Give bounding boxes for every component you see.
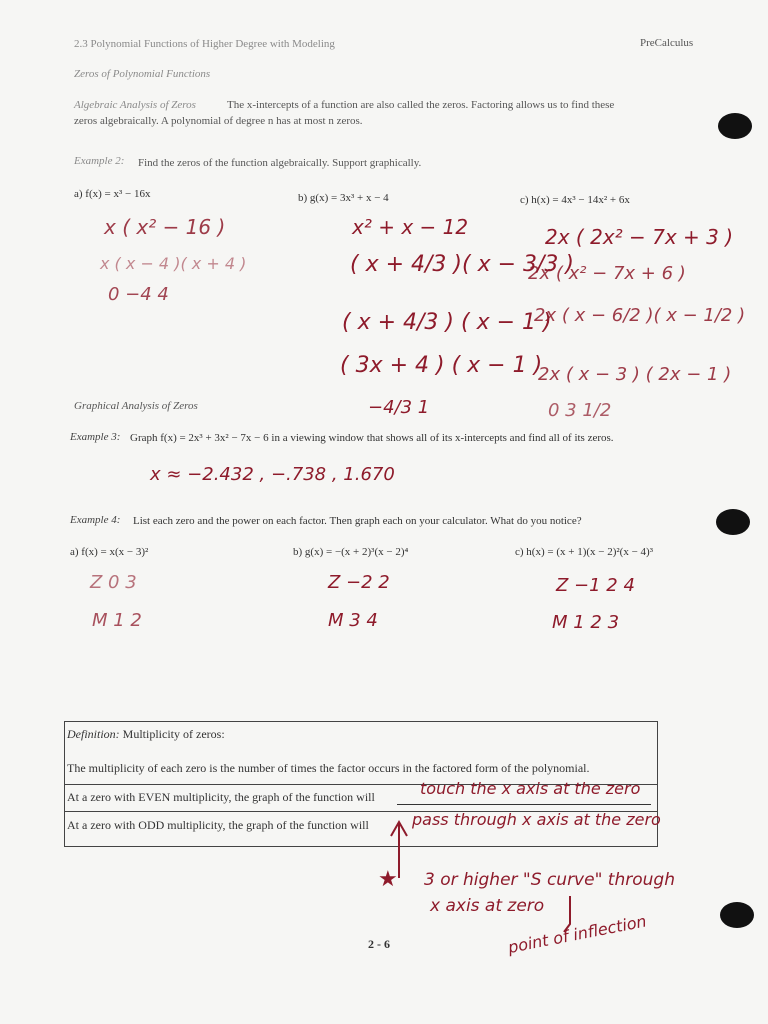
- definition-heading: [67, 727, 225, 742]
- handwritten-c-zeros: 0 3 1/2: [548, 400, 612, 421]
- definition-title: Multiplicity of zeros:: [122, 727, 225, 741]
- example2-c: c) h(x) = 4x³ − 14x² + 6x: [520, 194, 630, 206]
- handwritten-odd-answer: pass through x axis at the zero: [412, 810, 661, 829]
- example3-text: Graph f(x) = 2x³ + 3x² − 7x − 6 in a viewing window that shows all of its x-intercepts and find all of its zeros.: [130, 432, 614, 444]
- handwritten-b-step3: ( x + 4/3 ) ( x − 1 ): [342, 310, 552, 335]
- example2-label: Example 2:: [74, 155, 125, 167]
- definition-line-2: At a zero with EVEN multiplicity, the graph of the function will: [67, 790, 375, 804]
- handwritten-c-step4: 2x ( x − 3 ) ( 2x − 1 ): [538, 364, 732, 385]
- handwritten-4b-zeros: Z −2 2: [328, 572, 390, 593]
- intro-text-1: The x-intercepts of a function are also called the zeros. Factoring allows us to find these: [227, 99, 615, 111]
- handwritten-a-step1: x ( x² − 16 ): [104, 215, 226, 239]
- punch-hole-top: [718, 113, 752, 139]
- header-course: PreCalculus: [640, 37, 694, 49]
- handwritten-b-step4: ( 3x + 4 ) ( x − 1 ): [340, 353, 543, 378]
- example4-a: a) f(x) = x(x − 3)²: [70, 546, 149, 558]
- example2-prompt: Find the zeros of the function algebraically. Support graphically.: [138, 157, 422, 169]
- handwritten-a-step2: x ( x − 4 )( x + 4 ): [100, 254, 247, 273]
- page-number: 2 - 6: [368, 937, 390, 951]
- handwritten-example3-answer: x ≈ −2.432 , −.738 , 1.670: [150, 464, 395, 485]
- handwritten-b-step1: x² + x − 12: [352, 215, 469, 239]
- example4-prompt: List each zero and the power on each factor. Then graph each on your calculator. What do you notice?: [133, 515, 582, 527]
- definition-line-1: The multiplicity of each zero is the number of times the factor occurs in the factored form of the polynomial.: [67, 761, 590, 775]
- example3-label: Example 3:: [70, 431, 121, 443]
- graphical-label: Graphical Analysis of Zeros: [74, 400, 198, 412]
- handwritten-c-step3: 2x ( x − 6/2 )( x − 1/2 ): [534, 305, 746, 326]
- handwritten-4b-mult: M 3 4: [328, 610, 378, 631]
- handwritten-b-step2: ( x + 4/3 )( x − 3/3 ): [350, 252, 574, 277]
- section-subtitle: Zeros of Polynomial Functions: [74, 68, 211, 80]
- handwritten-a-zeros: 0 −4 4: [108, 284, 169, 305]
- example2-a: a) f(x) = x³ − 16x: [74, 188, 151, 200]
- even-answer-blank: [397, 804, 651, 805]
- intro-text-2: zeros algebraically. A polynomial of degree n has at most n zeros.: [74, 115, 363, 127]
- handwritten-4a-mult: M 1 2: [92, 610, 142, 631]
- handwritten-note-line2: x axis at zero: [430, 896, 545, 916]
- handwritten-even-answer: touch the x axis at the zero: [420, 779, 641, 798]
- handwritten-4c-zeros: Z −1 2 4: [556, 575, 635, 596]
- star-icon: ★: [378, 867, 398, 892]
- handwritten-c-step2: 2x ( x² − 7x + 6 ): [528, 263, 686, 284]
- intro-label: Algebraic Analysis of Zeros: [74, 99, 196, 111]
- example4-c: c) h(x) = (x + 1)(x − 2)²(x − 4)³: [515, 546, 654, 558]
- handwritten-c-step1: 2x ( 2x² − 7x + 3 ): [545, 225, 734, 249]
- handwritten-note-line1: 3 or higher "S curve" through: [424, 870, 675, 890]
- example4-label: Example 4:: [70, 514, 121, 526]
- example2-b: b) g(x) = 3x³ + x − 4: [298, 192, 389, 204]
- definition-line-3: At a zero with ODD multiplicity, the graph of the function will: [67, 818, 369, 832]
- handwritten-inflection-note: point of inflection: [506, 911, 649, 957]
- definition-label: Definition:: [67, 727, 120, 741]
- handwritten-b-zeros: −4/3 1: [368, 397, 430, 418]
- example4-b: b) g(x) = −(x + 2)³(x − 2)⁴: [293, 546, 409, 558]
- header-title: 2.3 Polynomial Functions of Higher Degree with Modeling: [74, 38, 335, 50]
- punch-hole-middle: [716, 509, 750, 535]
- handwritten-4c-mult: M 1 2 3: [552, 612, 620, 633]
- handwritten-4a-zeros: Z 0 3: [90, 572, 137, 593]
- punch-hole-bottom: [720, 902, 754, 928]
